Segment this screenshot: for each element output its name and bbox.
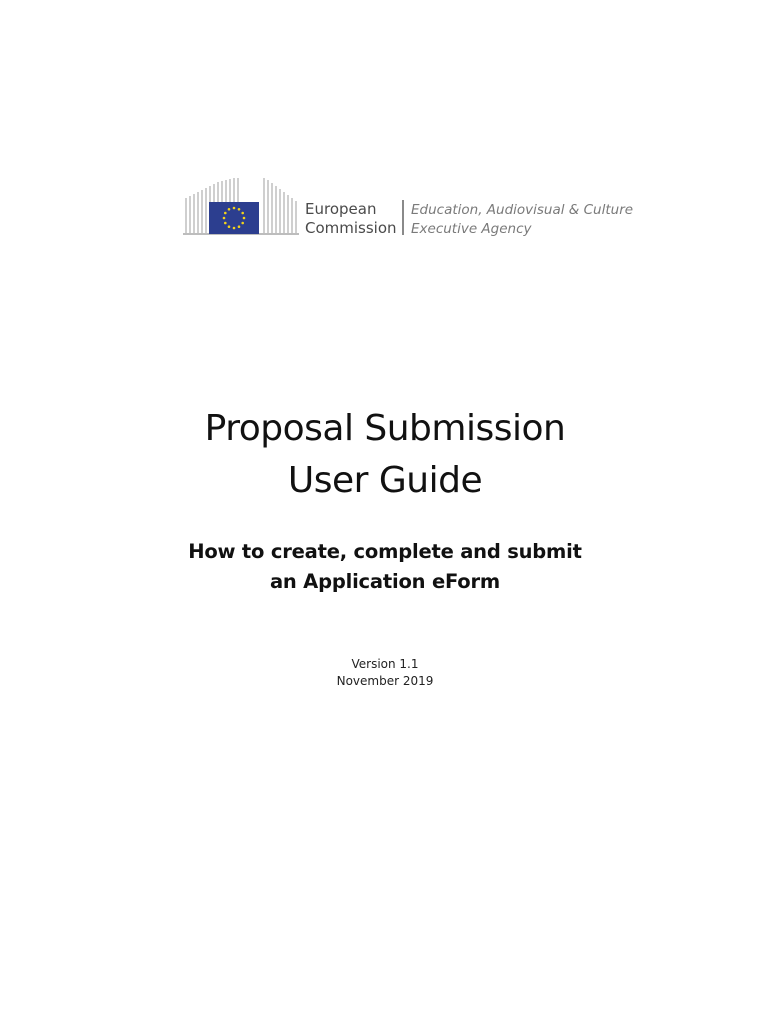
document-title [0, 403, 770, 507]
agency-line-2: Executive Agency [411, 221, 532, 237]
organization-line-2: Commission [305, 219, 397, 237]
subtitle-line-2: an Application eForm [269, 570, 501, 593]
title-line-1: Proposal Submission [204, 408, 566, 449]
ec-eacea-logo [183, 178, 634, 238]
logo-divider [402, 200, 404, 235]
organization-line-1: European [305, 200, 377, 218]
subtitle-line-1: How to create, complete and submit [188, 540, 582, 563]
version-label: Version 1.1 [351, 657, 419, 671]
organization-name [305, 200, 397, 238]
date-label: November 2019 [336, 674, 434, 688]
berlaymont-building-icon [183, 178, 301, 236]
title-line-2: User Guide [287, 460, 483, 501]
document-meta [0, 656, 770, 690]
document-subtitle [0, 537, 770, 597]
agency-line-1: Education, Audiovisual & Culture [411, 202, 634, 218]
agency-name [411, 201, 633, 239]
